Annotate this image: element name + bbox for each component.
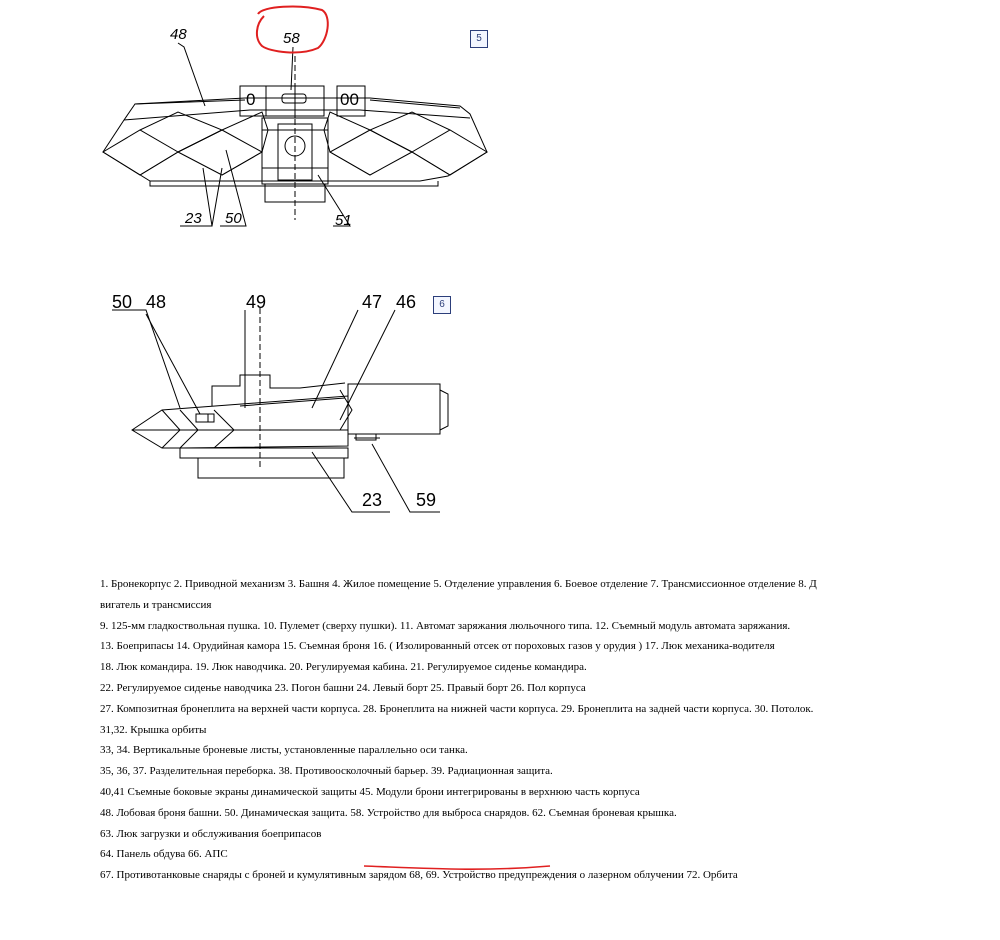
- legend-line: 33, 34. Вертикальные броневые листы, установленные параллельно оси танка.: [100, 744, 468, 757]
- legend-line: 35, 36, 37. Разделительная переборка. 38. Противоосколочный барьер. 39. Радиационная защита.: [100, 765, 553, 778]
- label-46: 46: [396, 292, 417, 312]
- legend-line-highlighted: 48. Лобовая броня башни. 50. Динамическая защита. 58. Устройство для выброса снарядов. 62. Съемная броневая крышка.: [100, 806, 677, 819]
- figure-5-badge: 5: [470, 30, 488, 48]
- label-50: 50: [225, 210, 242, 227]
- legend-line: 40,41 Съемные боковые экраны динамической защиты 45. Модули брони интегрированы в верхнюю часть корпуса: [100, 785, 640, 798]
- label-23: 23: [362, 490, 383, 510]
- legend-line: 9. 125-мм гладкоствольная пушка. 10. Пулемет (сверху пушки). 11. Автомат заряжания люльочного типа. 12. Съемный модуль автомата заряжания.: [100, 619, 791, 632]
- label-48: 48: [170, 26, 187, 43]
- label-49: 49: [246, 292, 267, 312]
- parts-legend: [100, 574, 820, 886]
- legend-line: 18. Люк командира. 19. Люк наводчика. 20. Регулируемая кабина. 21. Регулируемое сиденье командира.: [100, 661, 587, 674]
- legend-line: 13. Боеприпасы 14. Орудийная камора 15. Съемная броня 16. ( Изолированный отсек от пороховых газов у орудия ) 17. Люк механика-водителя: [100, 640, 775, 653]
- label-23: 23: [185, 210, 202, 227]
- label-59: 59: [416, 490, 437, 510]
- label-48: 48: [146, 292, 167, 312]
- legend-line: 64. Панель обдува 66. АПС: [100, 848, 228, 861]
- legend-line: 22. Регулируемое сиденье наводчика 23. Погон башни 24. Левый борт 25. Правый борт 26. Пол корпуса: [100, 681, 586, 694]
- figure-6-drawing: [0, 280, 520, 520]
- figure-5-drawing: [0, 0, 520, 250]
- label-47: 47: [362, 292, 383, 312]
- legend-line: 1. Бронекорпус 2. Приводной механизм 3. Башня 4. Жилое помещение 5. Отделение управления 6. Боевое отделение 7. Трансмиссионное отделение 8. Двигатель и трансмиссия: [100, 578, 817, 611]
- legend-line: 67. Противотанковые снаряды с броней и кумулятивным зарядом 68, 69. Устройство предупреждения о лазерном облучении 72. Орбита: [100, 869, 738, 882]
- label-51: 51: [335, 212, 352, 229]
- figure-5-turret-top-view: [0, 0, 520, 250]
- label-58: 58: [283, 30, 300, 47]
- turret-mark-left: 0: [246, 90, 256, 109]
- turret-mark-right: 00: [340, 90, 359, 109]
- figure-6-side-view: [0, 280, 520, 520]
- label-50: 50: [112, 292, 133, 312]
- red-underline-annotation: [360, 862, 560, 876]
- legend-line: 31,32. Крышка орбиты: [100, 723, 207, 736]
- figure-6-badge: 6: [433, 296, 451, 314]
- legend-line: 63. Люк загрузки и обслуживания боеприпасов: [100, 827, 322, 840]
- legend-line: 27. Композитная бронеплита на верхней части корпуса. 28. Бронеплита на нижней части корпуса. 29. Бронеплита на задней части корпуса. 30. Потолок.: [100, 702, 814, 715]
